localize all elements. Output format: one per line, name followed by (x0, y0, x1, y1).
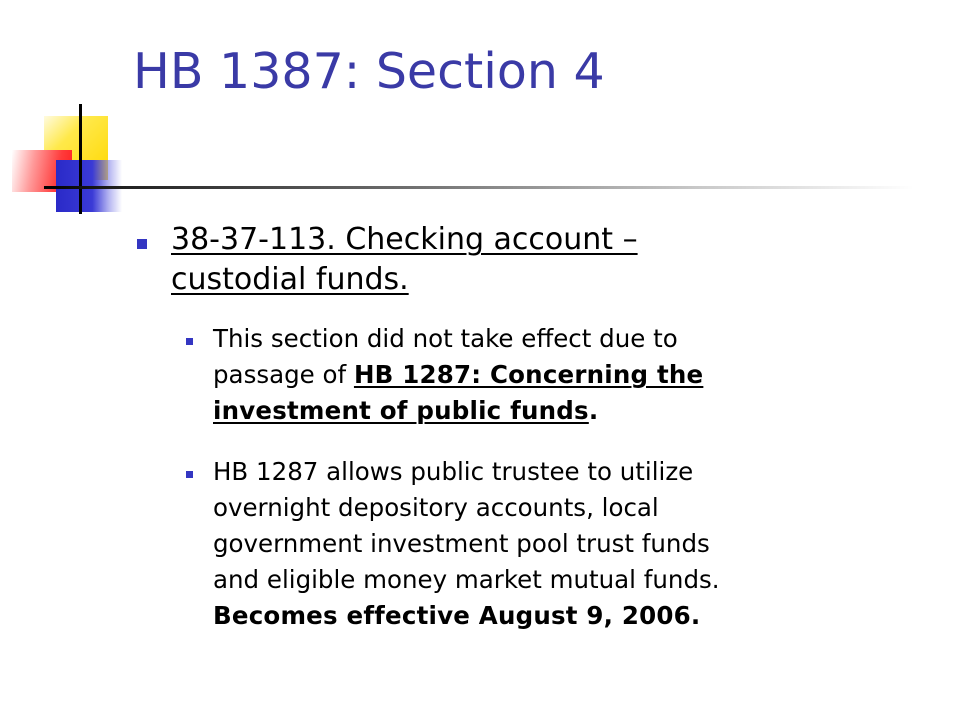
bullet-square-icon (137, 239, 147, 249)
sub-bullet-line-2: overnight depository accounts, local (213, 493, 659, 522)
sub-bullet-section-not-effective (213, 321, 893, 429)
sub-bullet-square-icon (186, 338, 193, 345)
sub-bullet-text (213, 454, 913, 634)
sub-bullet-line-3: government investment pool trust funds (213, 529, 710, 558)
bullet-item-checking-account (171, 220, 771, 300)
sub-bullet-line-1: This section did not take effect due to (213, 324, 678, 353)
sub-bullet-line-2 (213, 357, 893, 393)
sub-bullet-text (213, 321, 893, 429)
sub-bullet-prefix: passage of (213, 360, 354, 389)
sub-bullet-square-icon (186, 471, 193, 478)
decorative-vertical-line (79, 104, 82, 214)
sub-bullet-hb-1287-allows (213, 454, 913, 634)
sub-bullet-line-4: and eligible money market mutual funds. (213, 565, 720, 594)
hb-1287-link-part-1[interactable]: HB 1287: Concerning the (353, 360, 704, 389)
sub-bullet-line-1: HB 1287 allows public trustee to utilize (213, 457, 694, 486)
slide-title: HB 1387: Section 4 (133, 43, 605, 100)
sub-bullet-line-3 (213, 393, 893, 429)
title-divider-line (44, 186, 914, 189)
sub-bullet-suffix: . (588, 396, 599, 425)
hb-1287-link-part-2[interactable]: investment of public funds (213, 396, 589, 425)
bullet-heading[interactable] (171, 220, 771, 300)
bullet-heading-line-2: custodial funds. (171, 262, 409, 297)
effective-date-line: Becomes effective August 9, 2006. (213, 601, 701, 630)
bullet-heading-line-1: 38-37-113. Checking account – (171, 222, 638, 257)
